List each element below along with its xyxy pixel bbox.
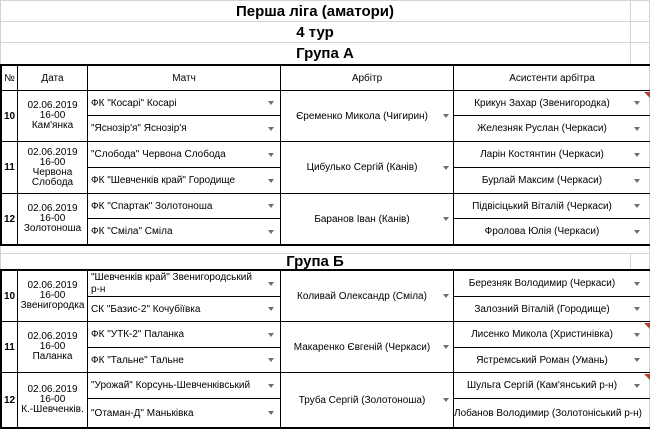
referee[interactable]: Коливай Олександр (Сміла) bbox=[297, 290, 427, 302]
referee[interactable]: Баранов Іван (Канів) bbox=[314, 213, 410, 225]
group-a-title[interactable]: Група А bbox=[296, 45, 354, 62]
dropdown-arrow-icon[interactable] bbox=[443, 217, 449, 221]
dropdown-arrow-icon[interactable] bbox=[268, 101, 274, 105]
dropdown-arrow-icon[interactable] bbox=[634, 204, 640, 208]
dropdown-arrow-icon[interactable] bbox=[443, 398, 449, 402]
game-number[interactable]: 12 bbox=[3, 213, 16, 225]
gridline bbox=[630, 253, 631, 269]
comment-indicator-icon[interactable] bbox=[644, 92, 650, 98]
assistant-1[interactable]: Підвісіцький Віталій (Черкаси) bbox=[472, 200, 612, 212]
dropdown-arrow-icon[interactable] bbox=[268, 282, 274, 286]
dropdown-arrow-icon[interactable] bbox=[634, 333, 640, 337]
dropdown-arrow-icon[interactable] bbox=[268, 384, 274, 388]
home-team[interactable]: "Урожай" Корсунь-Шевченківський bbox=[91, 380, 251, 391]
game-date-cell[interactable] bbox=[18, 91, 87, 141]
game-venue: К.-Шевченків. bbox=[21, 404, 84, 415]
game-date-cell[interactable] bbox=[18, 271, 87, 321]
border bbox=[87, 269, 88, 429]
home-team[interactable]: "Слобода" Червона Слобода bbox=[91, 149, 226, 160]
game-date-cell[interactable] bbox=[18, 373, 87, 427]
home-team[interactable]: "Шевченків край" Звенигородський р-н bbox=[91, 271, 252, 295]
header-referee[interactable]: Арбітр bbox=[351, 72, 383, 84]
game-venue: Червона Слобода bbox=[31, 166, 74, 188]
header-match[interactable]: Матч bbox=[172, 72, 196, 84]
home-team[interactable]: ФК "УТК-2" Паланка bbox=[91, 329, 185, 340]
assistant-2[interactable]: Фролова Юлія (Черкаси) bbox=[484, 226, 600, 237]
dropdown-arrow-icon[interactable] bbox=[268, 204, 274, 208]
border bbox=[87, 64, 88, 246]
comment-indicator-icon[interactable] bbox=[644, 323, 650, 329]
home-team[interactable]: ФК "Косарі" Косарі bbox=[91, 97, 177, 109]
game-date-cell[interactable] bbox=[18, 194, 87, 244]
group-b-title[interactable]: Група Б bbox=[286, 253, 344, 269]
game-number[interactable]: 12 bbox=[3, 394, 16, 406]
assistant-1[interactable]: Шульга Сергій (Кам'янський р-н) bbox=[466, 380, 618, 391]
header-date[interactable]: Дата bbox=[41, 72, 64, 84]
dropdown-arrow-icon[interactable] bbox=[634, 307, 640, 311]
dropdown-arrow-icon[interactable] bbox=[268, 127, 274, 131]
game-venue: Кам'янка bbox=[31, 120, 74, 131]
assistant-2[interactable]: Залозний Віталій (Городище) bbox=[474, 303, 610, 315]
home-team[interactable]: ФК "Спартак" Золотоноша bbox=[91, 200, 213, 212]
game-date: 02.06.2019 bbox=[27, 203, 78, 214]
assistant-1[interactable]: Лисенко Микола (Христинівка) bbox=[471, 329, 613, 340]
dropdown-arrow-icon[interactable] bbox=[268, 307, 274, 311]
dropdown-arrow-icon[interactable] bbox=[268, 358, 274, 362]
dropdown-arrow-icon[interactable] bbox=[634, 127, 640, 131]
game-date: 02.06.2019 bbox=[27, 146, 78, 158]
dropdown-arrow-icon[interactable] bbox=[634, 101, 640, 105]
game-time: 16-00 bbox=[39, 213, 66, 224]
dropdown-arrow-icon[interactable] bbox=[634, 384, 640, 388]
dropdown-arrow-icon[interactable] bbox=[443, 345, 449, 349]
dropdown-arrow-icon[interactable] bbox=[268, 230, 274, 234]
game-venue: Паланка bbox=[32, 351, 73, 362]
away-team[interactable]: ФК "Сміла" Сміла bbox=[91, 226, 173, 237]
game-time: 16-00 bbox=[39, 290, 66, 301]
away-team[interactable]: "Отаман-Д" Маньківка bbox=[91, 407, 194, 419]
assistant-2[interactable]: Лобанов Володимир (Золотоніський р-н) bbox=[454, 407, 642, 419]
dropdown-arrow-icon[interactable] bbox=[634, 179, 640, 183]
dropdown-arrow-icon[interactable] bbox=[268, 411, 274, 415]
dropdown-arrow-icon[interactable] bbox=[443, 166, 449, 170]
dropdown-arrow-icon[interactable] bbox=[634, 358, 640, 362]
dropdown-arrow-icon[interactable] bbox=[634, 282, 640, 286]
dropdown-arrow-icon[interactable] bbox=[268, 333, 274, 337]
game-time: 16-00 bbox=[39, 341, 66, 352]
dropdown-arrow-icon[interactable] bbox=[443, 114, 449, 118]
game-time: 16-00 bbox=[39, 394, 66, 405]
header-assistants[interactable]: Асистенти арбітра bbox=[509, 72, 595, 84]
game-venue: Золотоноша bbox=[23, 223, 82, 234]
game-date: 02.06.2019 bbox=[27, 100, 78, 111]
referee[interactable]: Цибулько Сергій (Канів) bbox=[306, 162, 418, 173]
game-number[interactable]: 10 bbox=[3, 110, 16, 122]
referee[interactable]: Макаренко Євгеній (Черкаси) bbox=[293, 341, 431, 353]
game-date: 02.06.2019 bbox=[27, 331, 78, 342]
game-number[interactable]: 11 bbox=[4, 341, 15, 353]
away-team[interactable]: СК "Базис-2" Кочубіївка bbox=[91, 303, 201, 315]
assistant-1[interactable]: Березняк Володимир (Черкаси) bbox=[468, 278, 616, 289]
round-title[interactable]: 4 тур bbox=[296, 23, 334, 41]
game-date-cell[interactable] bbox=[18, 142, 87, 193]
game-date: 02.06.2019 bbox=[27, 384, 78, 395]
away-team[interactable]: ФК "Шевченків край" Городище bbox=[91, 175, 236, 186]
away-team[interactable]: "Яснозір'я" Яснозір'я bbox=[91, 123, 187, 134]
dropdown-arrow-icon[interactable] bbox=[268, 179, 274, 183]
assistant-2[interactable]: Железняк Руслан (Черкаси) bbox=[477, 123, 607, 134]
game-date: 02.06.2019 bbox=[27, 280, 78, 291]
referee[interactable]: Труба Сергій (Золотоноша) bbox=[298, 394, 426, 406]
game-date-cell[interactable] bbox=[18, 322, 87, 372]
assistant-1[interactable]: Крикун Захар (Звенигородка) bbox=[474, 97, 610, 109]
referee[interactable]: Єременко Микола (Чигирин) bbox=[296, 110, 428, 122]
game-time: 16-00 bbox=[39, 156, 66, 168]
comment-indicator-icon[interactable] bbox=[644, 374, 650, 380]
assistant-2[interactable]: Ястремський Роман (Умань) bbox=[476, 354, 608, 366]
game-number[interactable]: 10 bbox=[3, 290, 16, 302]
away-team[interactable]: ФК "Тальне" Тальне bbox=[91, 354, 184, 366]
game-time: 16-00 bbox=[39, 110, 66, 121]
game-venue: Звенигородка bbox=[20, 300, 85, 311]
dropdown-arrow-icon[interactable] bbox=[443, 294, 449, 298]
game-number[interactable]: 11 bbox=[4, 162, 15, 173]
header-number[interactable]: № bbox=[4, 72, 15, 84]
sheet-title[interactable]: Перша ліга (аматори) bbox=[235, 2, 395, 20]
dropdown-arrow-icon[interactable] bbox=[634, 230, 640, 234]
assistant-1[interactable]: Ларін Костянтин (Черкаси) bbox=[480, 149, 604, 160]
assistant-2[interactable]: Бурлай Максим (Черкаси) bbox=[481, 175, 603, 186]
dropdown-arrow-icon[interactable] bbox=[634, 153, 640, 157]
dropdown-arrow-icon[interactable] bbox=[268, 153, 274, 157]
border bbox=[0, 244, 650, 246]
